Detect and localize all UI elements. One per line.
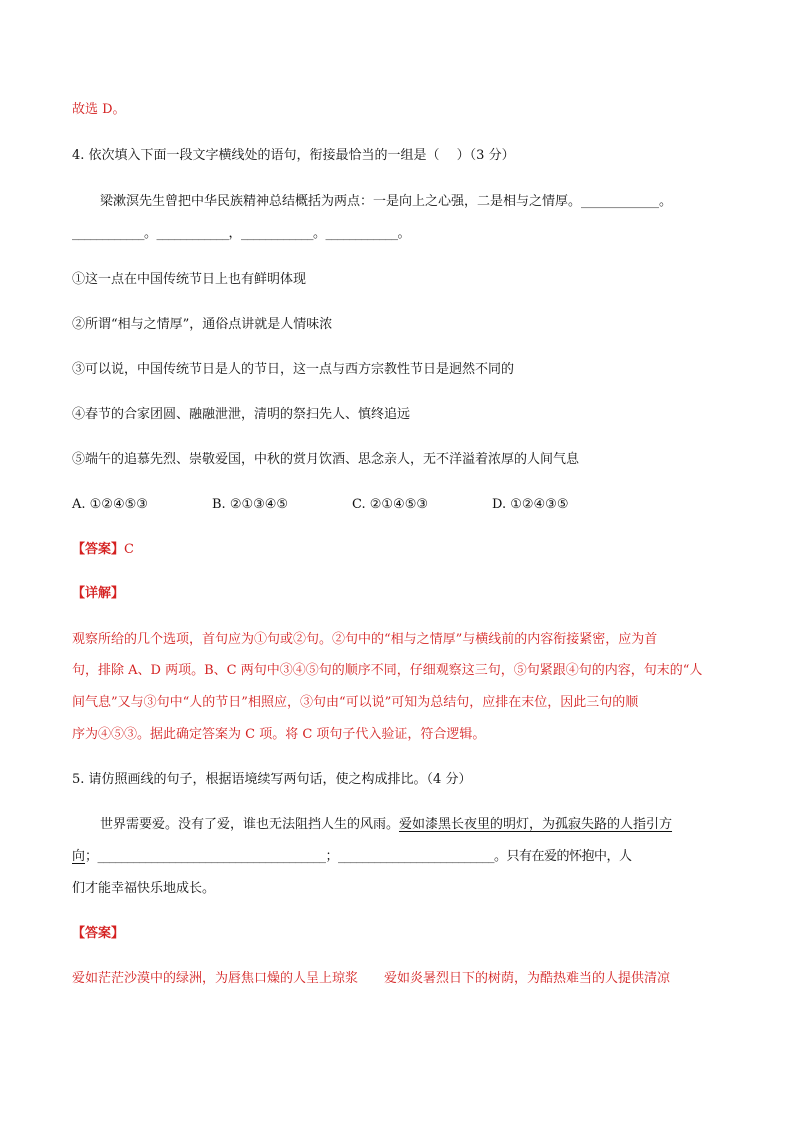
question-4-stem: 4. 依次填入下面一段文字横线处的语句，衔接最恰当的一组是（ ）（3 分） [72,148,515,163]
answer-value: C [124,542,134,557]
question-5-passage-line-3: 们才能幸福快乐地成长。 [72,881,216,896]
question-4-options [72,496,732,514]
passage-underlined-end: 向 [72,849,86,864]
question-4-passage-line-1: 梁漱溟先生曾把中华民族精神总结概括为两点：一是向上之心强，二是相与之情厚。____________。 [100,194,673,209]
previous-answer-tail: 故选 D。 [72,102,126,117]
question-4-answer [72,541,732,559]
question-4-item-4: ④春节的合家团圆、融融泄泄，清明的祭扫先人、慎终追远 [72,407,411,422]
option-c: C. ②①④⑤③ [352,497,429,512]
question-5-answer: 爱如茫茫沙漠中的绿洲，为唇焦口燥的人呈上琼浆 爱如炎暑烈日下的树荫，为酷热难当的人提供清凉 [72,971,671,986]
option-d: D. ①②④③⑤ [492,497,569,512]
passage-plain: 世界需要爱。没有了爱，谁也无法阻挡人生的风雨。 [100,817,400,832]
question-5-stem: 5. 请仿照画线的句子，根据语境续写两句话，使之构成排比。（4 分） [72,772,472,787]
question-4-item-5: ⑤端午的追慕先烈、崇敬爱国，中秋的赏月饮酒、思念亲人，无不洋溢着浓厚的人间气息 [72,452,580,467]
question-4-item-2: ②所谓“相与之情厚”，通俗点讲就是人情味浓 [72,317,333,332]
question-4-item-3: ③可以说，中国传统节日是人的节日，这一点与西方宗教性节日是迥然不同的 [72,362,515,377]
option-b: B. ②①③④⑤ [212,497,289,512]
question-5-answer-label: 【答案】 [72,926,125,941]
detail-line-1: 观察所给的几个选项，首句应为①句或②句。②句中的“相与之情厚”与横线前的内容衔接紧密，应为首 [72,632,658,647]
answer-label: 【答案】 [72,542,125,557]
question-4-passage-line-2: ____________。____________，____________。____________。 [72,226,411,241]
detail-line-3: 间气息”又与③句中“人的节日”相照应，③句由“可以说”可知为总结句，应排在末位，因此三句的顺 [72,695,639,710]
detail-line-2: 句，排除 A、D 两项。B、C 两句中③④⑤句的顺序不同，仔细观察这三句，⑤句紧跟④句的内容，句末的“人 [72,663,703,678]
question-5-passage-line-2 [72,848,732,866]
detail-label: 【详解】 [72,586,125,601]
option-a: A. ①②④⑤③ [72,497,148,512]
question-4-item-1: ①这一点在中国传统节日上也有鲜明体现 [72,272,307,287]
passage-underlined-sentence: 爱如漆黑长夜里的明灯，为孤寂失路的人指引方 [399,817,673,832]
passage-blanks: ；______________________________________；__________________________。只有在爱的怀抱中，人 [85,849,632,864]
detail-line-4: 序为④⑤③。据此确定答案为 C 项。将 C 项句子代入验证，符合逻辑。 [72,727,486,742]
question-5-passage-line-1 [100,816,732,834]
